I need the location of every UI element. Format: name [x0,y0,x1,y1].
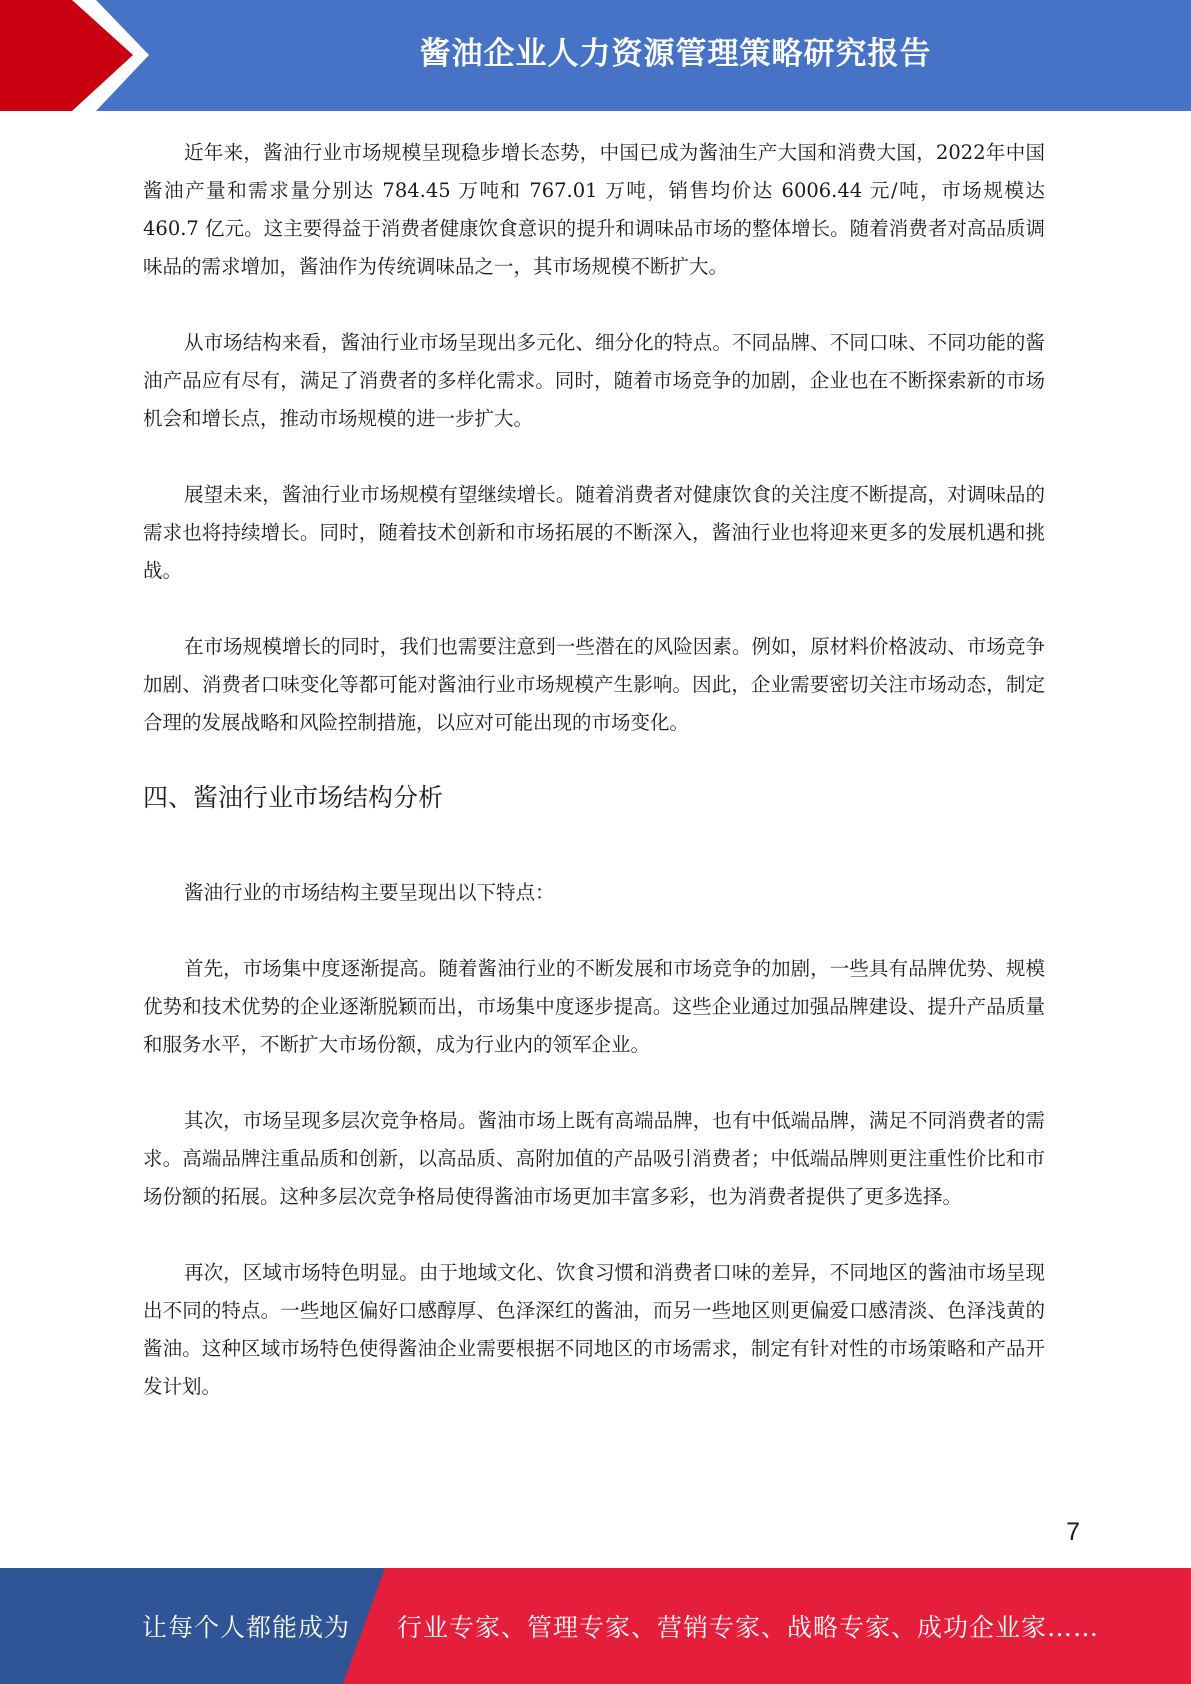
paragraph-competition-tiers: 其次，市场呈现多层次竞争格局。酱油市场上既有高端品牌，也有中低端品牌，满足不同消费者的需求。高端品牌注重品质和创新，以高品质、高附加值的产品吸引消费者；中低端品牌则更注重性价比和市场份额的拓展。这种多层次竞争格局使得酱油市场更加丰富多彩，也为消费者提供了更多选择。 [143,1109,1045,1208]
footer-slogan-right: 行业专家、管理专家、营销专家、战略专家、成功企业家…… [397,1613,1100,1642]
page-content [143,134,1045,1444]
paragraph-market-growth: 近年来，酱油行业市场规模呈现稳步增长态势，中国已成为酱油生产大国和消费大国，2022年中国酱油产量和需求量分别达 784.45 万吨和 767.01 万吨，销售均价达 6006.44 元/吨，市场规模达 460.7 亿元。这主要得益于消费者健康饮食意识的提升和调味品市场的整体增长。随着消费者对高品质调味品的需求增加，酱油作为传统调味品之一，其市场规模不断扩大。 [143,141,1045,278]
paragraph-concentration: 首先，市场集中度逐渐提高。随着酱油行业的不断发展和市场竞争的加剧，一些具有品牌优势、规模优势和技术优势的企业逐渐脱颖而出，市场集中度逐步提高。这些企业通过加强品牌建设、提升产品质量和服务水平，不断扩大市场份额，成为行业内的领军企业。 [143,957,1045,1056]
paragraph-outlook: 展望未来，酱油行业市场规模有望继续增长。随着消费者对健康饮食的关注度不断提高，对调味品的需求也将持续增长。同时，随着技术创新和市场拓展的不断深入，酱油行业也将迎来更多的发展机遇和挑战。 [143,483,1045,582]
header-arrow-decoration [0,0,180,111]
footer-slogan-left: 让每个人都能成为 [142,1613,351,1642]
page-number: 7 [1066,1518,1080,1546]
paragraph-market-structure: 从市场结构来看，酱油行业市场呈现出多元化、细分化的特点。不同品牌、不同口味、不同功能的酱油产品应有尽有，满足了消费者的多样化需求。同时，随着市场竞争的加剧，企业也在不断探索新的市场机会和增长点，推动市场规模的进一步扩大。 [143,331,1045,430]
report-title: 酱油企业人力资源管理策略研究报告 [419,35,932,72]
footer-banner [0,1568,1191,1684]
header-banner [0,0,1191,111]
paragraph-structure-intro: 酱油行业的市场结构主要呈现出以下特点： [184,881,555,904]
section-heading: 四、酱油行业市场结构分析 [143,783,444,812]
paragraph-risks: 在市场规模增长的同时，我们也需要注意到一些潜在的风险因素。例如，原材料价格波动、市场竞争加剧、消费者口味变化等都可能对酱油行业市场规模产生影响。因此，企业需要密切关注市场动态，制定合理的发展战略和风险控制措施，以应对可能出现的市场变化。 [143,635,1045,734]
paragraph-regional-features: 再次，区域市场特色明显。由于地域文化、饮食习惯和消费者口味的差异，不同地区的酱油市场呈现出不同的特点。一些地区偏好口感醇厚、色泽深红的酱油，而另一些地区则更偏爱口感清淡、色泽浅黄的酱油。这种区域市场特色使得酱油企业需要根据不同地区的市场需求，制定有针对性的市场策略和产品开发计划。 [143,1261,1045,1398]
